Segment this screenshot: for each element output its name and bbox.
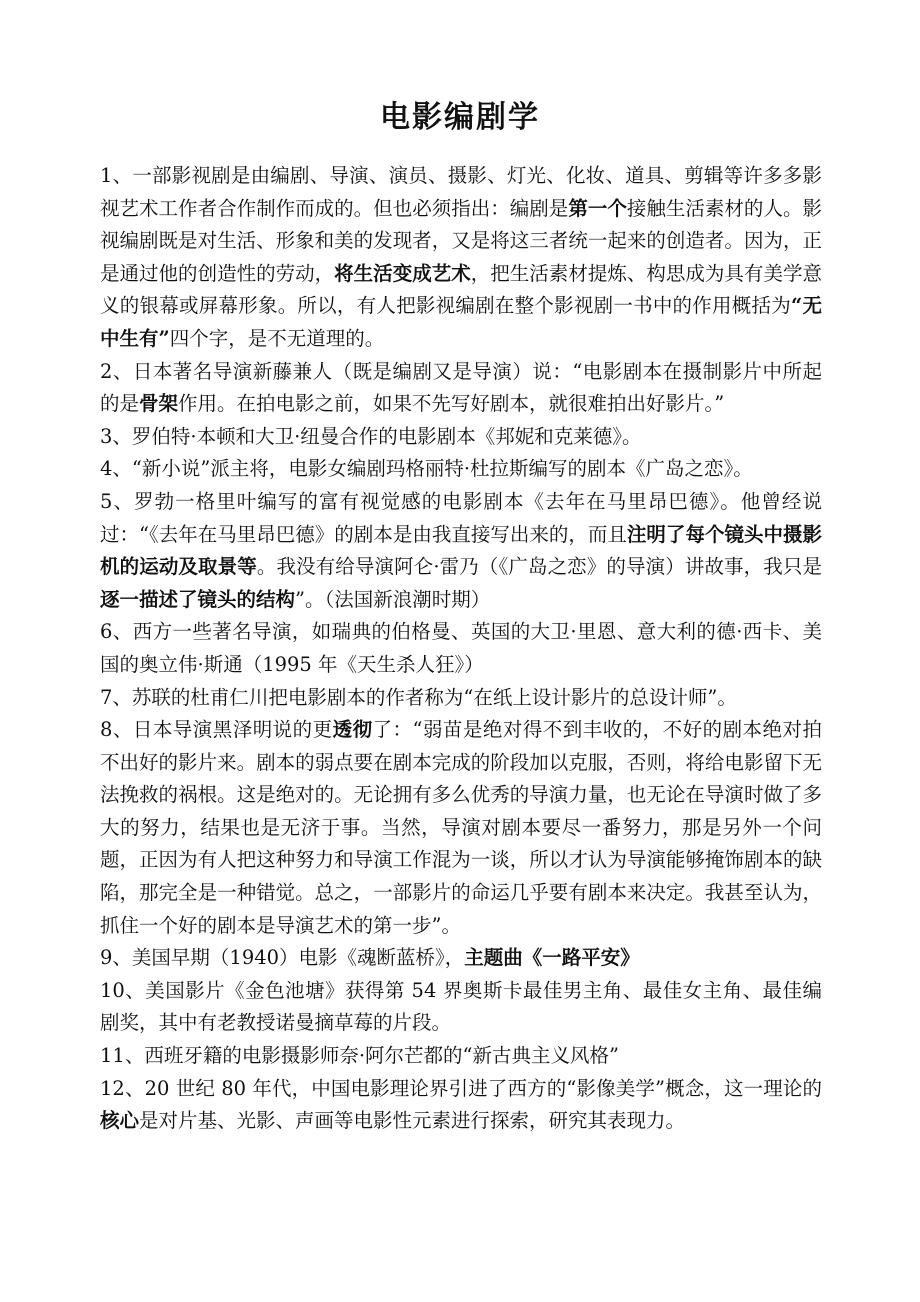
paragraph-4 bbox=[100, 453, 822, 486]
emphasis-text: 骨架 bbox=[139, 392, 179, 416]
paragraph-8 bbox=[100, 714, 822, 942]
paragraph-text: 12、20 世纪 80 年代，中国电影理论界引进了西方的“影像美学”概念，这一理论的 bbox=[100, 1076, 822, 1100]
paragraph-text: 4、“新小说”派主将，电影女编剧玛格丽特·杜拉斯编写的剧本《广岛之恋》。 bbox=[100, 457, 753, 481]
emphasis-text: 将生活变成艺术 bbox=[334, 261, 471, 285]
document-body bbox=[100, 160, 822, 1138]
paragraph-7 bbox=[100, 682, 822, 715]
paragraph-text: 3、罗伯特·本顿和大卫·纽曼合作的电影剧本《邦妮和克莱德》。 bbox=[100, 424, 642, 448]
emphasis-text: 第一个 bbox=[568, 196, 627, 220]
emphasis-text: 主题曲《一路平安》 bbox=[464, 946, 640, 970]
paragraph-text: 5、罗勃一格里叶编写的富有视觉感的电影剧本《去年在马里昂巴德》。他曾经说过：“《去年在马里昂巴德》的剧本是由我直接写出来的，而且 bbox=[100, 489, 822, 546]
emphasis-text: 透彻 bbox=[332, 718, 373, 742]
paragraph-text: 四个字，是不无道理的。 bbox=[169, 326, 385, 350]
emphasis-text: 核心 bbox=[100, 1109, 140, 1133]
paragraph-text: 2、日本著名导演新藤兼人（既是编剧又是导演）说：“电影剧本在摄制影片中所起的是 bbox=[100, 359, 822, 416]
paragraph-text: 8、日本导演黑泽明说的更 bbox=[100, 718, 333, 742]
paragraph-text: 10、美国影片《金色池塘》获得第 54 界奥斯卡最佳男主角、最佳女主角、最佳编剧奖，其中有老教授诺曼摘草莓的片段。 bbox=[100, 978, 822, 1035]
paragraph-text: 7、苏联的杜甫仁川把电影剧本的作者称为“在纸上设计影片的总设计师”。 bbox=[100, 685, 737, 709]
paragraph-text: 11、西班牙籍的电影摄影师奈·阿尔芒都的“新古典主义风格” bbox=[100, 1044, 619, 1068]
emphasis-text: 注明了每个镜头中摄影机的运动及取景等 bbox=[100, 522, 822, 579]
emphasis-text: 逐一描述了镜头的结构 bbox=[100, 587, 296, 611]
paragraph-3 bbox=[100, 421, 822, 454]
paragraph-5 bbox=[100, 486, 822, 616]
paragraph-9 bbox=[100, 942, 822, 975]
paragraph-11 bbox=[100, 1040, 822, 1073]
paragraph-text: 作用。在拍电影之前，如果不先写好剧本，就很难拍出好影片。” bbox=[178, 392, 725, 416]
paragraph-text: 6、西方一些著名导演，如瑞典的伯格曼、英国的大卫·里恩、意大利的德·西卡、美国的奥立伟·斯通（1995 年《天生杀人狂》） bbox=[100, 620, 822, 676]
paragraph-2 bbox=[100, 356, 822, 421]
paragraph-text: 。我没有给导演阿仑·雷乃（《广岛之恋》的导演）讲故事，我只是 bbox=[256, 555, 822, 579]
paragraph-text: ，把生活素材提炼、构思成为具有美学意义的银幕或屏幕形象。所以，有人把影视编剧在整个影视剧一书中的作用概括为 bbox=[100, 261, 822, 318]
paragraph-10 bbox=[100, 975, 822, 1040]
paragraph-text: 是对片基、光影、声画等电影性元素进行探索，研究其表现力。 bbox=[139, 1109, 686, 1133]
paragraph-1 bbox=[100, 160, 822, 356]
paragraph-text: 1、一部影视剧是由编剧、导演、演员、摄影、灯光、化妆、道具、剪辑等许多多影视艺术工作者合作制作而成的。但也必须指出：编剧是 bbox=[100, 164, 822, 220]
paragraph-text: ”。（法国新浪潮时期） bbox=[295, 587, 491, 611]
paragraph-text: 9、美国早期（1940）电影《魂断蓝桥》， bbox=[100, 946, 465, 970]
paragraph-text: 了：“弱苗是绝对得不到丰收的，不好的剧本绝对拍不出好的影片来。剧本的弱点要在剧本完成的阶段加以克服，否则，将给电影留下无法挽救的祸根。这是绝对的。无论拥有多么优秀的导演力量，也无论在导演时做了多大的努力，结果也是无济于事。当然，导演对剧本要尽一番努力，那是另外一个问题，正因为有人把这种努力和导演工作混为一谈，所以才认为导演能够掩饰剧本的缺陷，那完全是一种错觉。总之，一部影片的命运几乎要有剧本来决定。我甚至认为，抓住一个好的剧本是导演艺术的第一步”。 bbox=[100, 718, 822, 937]
emphasis-text: “无中生有” bbox=[100, 294, 822, 350]
page-title: 电影编剧学 bbox=[380, 100, 540, 135]
paragraph-6 bbox=[100, 616, 822, 681]
paragraph-12 bbox=[100, 1073, 822, 1138]
paragraph-text: 接触生活素材的人。影视编剧既是对生活、形象和美的发现者，又是将这三者统一起来的创造者。因为，正是通过他的创造性的劳动， bbox=[100, 196, 822, 285]
